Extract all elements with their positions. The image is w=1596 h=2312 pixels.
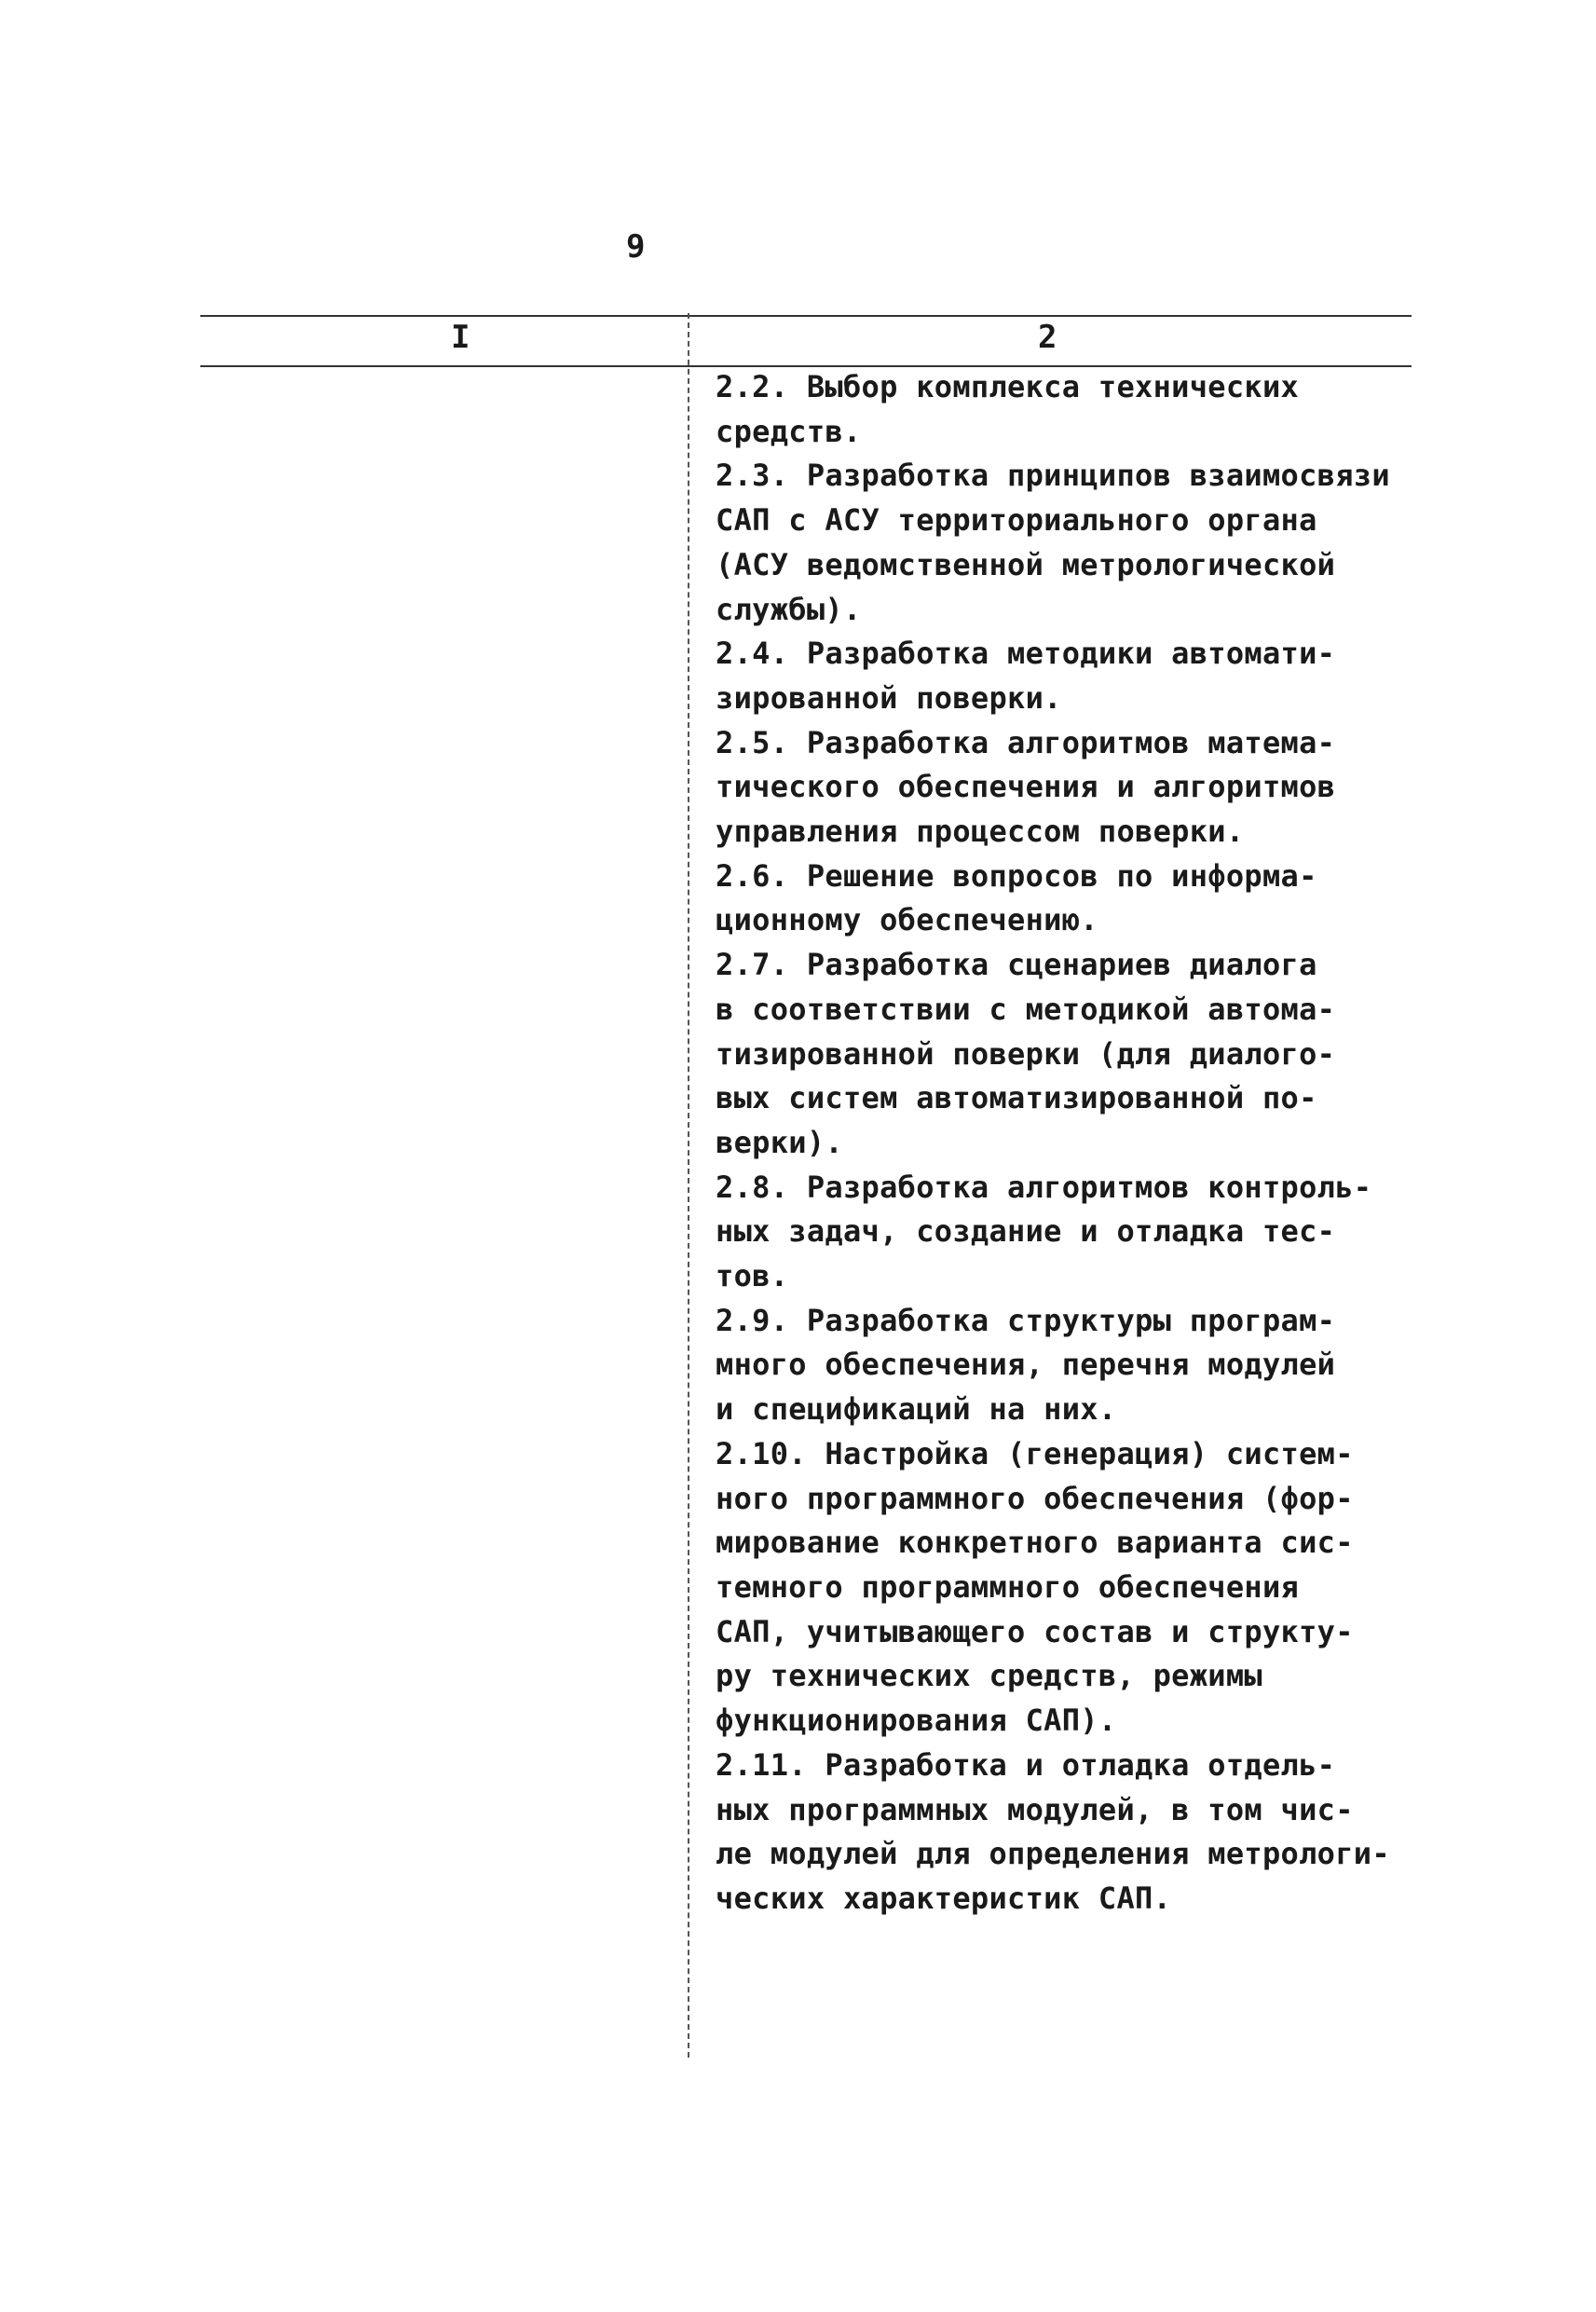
text-line: САП с АСУ территориального органа (716, 502, 1317, 539)
text-line: 2.4. Разработка методики автомати- (716, 636, 1336, 672)
text-line: 2.2. Выбор комплекса технических (716, 369, 1300, 404)
text-line: и спецификаций на них. (716, 1391, 1117, 1428)
text-line: ных задач, создание и отладка тес- (716, 1213, 1336, 1250)
text-line: 2.3. Разработка принципов взаимосвязи (716, 458, 1390, 494)
text-line: (АСУ ведомственной метрологической (716, 546, 1336, 582)
text-line: темного программного обеспечения (716, 1568, 1300, 1605)
column-divider (688, 313, 689, 2058)
text-line: 2.8. Разработка алгоритмов контроль- (716, 1169, 1372, 1205)
text-line: в соответствии с методикой автома- (716, 991, 1336, 1027)
text-line: вых систем автоматизированной по- (716, 1080, 1317, 1116)
column-header-2: 2 (1038, 319, 1057, 356)
text-line: 2.6. Решение вопросов по информа- (716, 857, 1317, 894)
text-line: тов. (716, 1258, 789, 1294)
text-line: ных программных модулей, в том чис- (716, 1791, 1354, 1827)
text-line: ционному обеспечению. (716, 902, 1098, 938)
text-line: верки). (716, 1124, 843, 1160)
text-line: 2.5. Разработка алгоритмов матема- (716, 724, 1336, 760)
text-line: средств. (716, 413, 862, 449)
text-line: тического обеспечения и алгоритмов (716, 769, 1336, 805)
column-2-body (716, 365, 1410, 1922)
text-line: ле модулей для определения метрологи- (716, 1836, 1390, 1872)
text-line: функционирования САП). (716, 1703, 1117, 1739)
page-number: 9 (626, 228, 646, 266)
text-line: ру технических средств, режимы (716, 1658, 1262, 1694)
table-top-rule (200, 315, 1412, 317)
text-line: 2.9. Разработка структуры програм- (716, 1302, 1336, 1338)
text-line: управления процессом поверки. (716, 814, 1245, 850)
text-line: САП, учитывающего состав и структу- (716, 1613, 1354, 1649)
text-line: 2.10. Настройка (генерация) систем- (716, 1435, 1354, 1471)
text-line: ческих характеристик САП. (716, 1880, 1172, 1916)
text-line: тизированной поверки (для диалого- (716, 1035, 1336, 1072)
column-header-1: I (451, 319, 471, 356)
text-line: мирование конкретного варианта сис- (716, 1525, 1354, 1561)
text-line: зированной поверки. (716, 679, 1062, 716)
text-line: ного программного обеспечения (фор- (716, 1480, 1354, 1516)
text-line: службы). (716, 591, 862, 627)
text-line: много обеспечения, перечня модулей (716, 1347, 1336, 1383)
text-line: 2.7. Разработка сценариев диалога (716, 947, 1317, 983)
text-line: 2.11. Разработка и отладка отдель- (716, 1746, 1336, 1783)
